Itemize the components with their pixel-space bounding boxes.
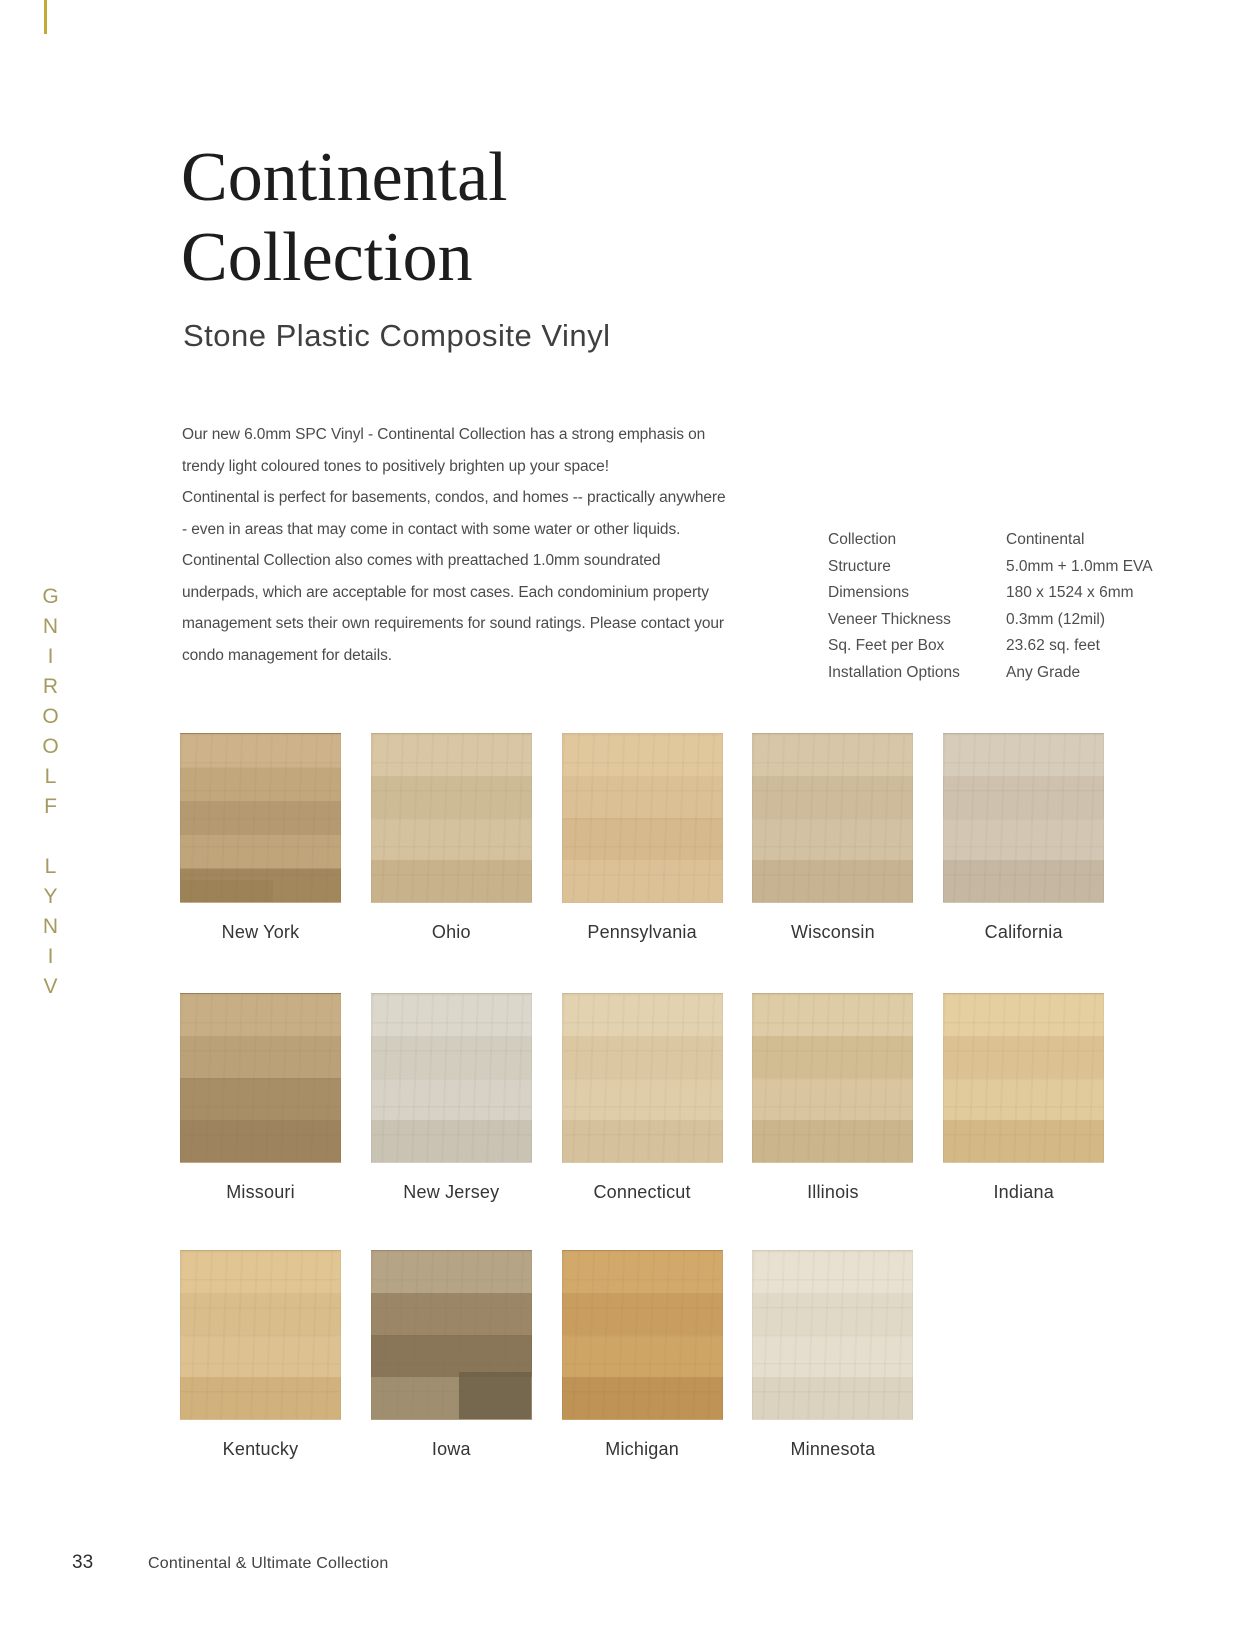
swatch-label: Ohio [431,922,471,942]
swatch-label: Minnesota [790,1439,876,1459]
wood-grain-overlay [753,1251,912,1419]
swatch-label: Wisconsin [790,922,875,942]
swatch-label: Illinois [807,1182,859,1202]
swatch-label: New Jersey [403,1182,500,1202]
description-line: trendy light coloured tones to positively brighten up your space! [182,457,609,475]
swatch-label: Missouri [226,1182,295,1202]
flooring-swatch-image [562,733,723,903]
flooring-swatch-image [562,993,723,1163]
wood-grain-overlay [563,734,722,902]
swatch-row-2 [180,993,1104,1203]
flooring-swatch-image [371,1250,532,1420]
swatch-label: California [984,922,1063,942]
swatch-card [562,993,723,1203]
swatch-card [752,1250,913,1460]
wood-grain-overlay [563,994,722,1162]
swatch-label: Connecticut [593,1182,691,1202]
flooring-swatch-image [752,1250,913,1420]
spec-value: 180 x 1524 x 6mm [1006,584,1134,601]
spec-row [828,660,1153,687]
description-line: Continental Collection also comes with preattached 1.0mm soundrated [182,552,661,569]
swatch-label: Pennsylvania [587,922,697,942]
page-title-line1: Continental [181,139,508,216]
swatch-card [180,993,341,1203]
swatch-label: Michigan [605,1439,679,1459]
swatch-card [180,733,341,943]
spec-row [828,580,1153,607]
spec-value: 23.62 sq. feet [1006,637,1100,654]
wood-grain-overlay [372,994,531,1162]
swatch-card [371,733,532,943]
swatch-card [371,993,532,1203]
flooring-swatch-image [752,733,913,903]
flooring-swatch-image [943,733,1104,903]
wood-grain-overlay [563,1251,722,1419]
description-line: Our new 6.0mm SPC Vinyl - Continental Collection has a strong emphasis on [182,426,706,443]
spec-row [828,554,1153,581]
page-title-line2: Collection [181,219,473,296]
description-line: - even in areas that may come in contact with some water or other liquids. [182,520,681,538]
footer-title: Continental & Ultimate Collection [148,1555,389,1572]
spec-value: 5.0mm + 1.0mm EVA [1006,557,1153,575]
spec-value: 0.3mm (12mil) [1006,610,1106,628]
swatch-row-1 [180,733,1104,943]
description-paragraph [182,419,726,671]
wood-grain-overlay [372,1251,531,1419]
swatch-card [371,1250,532,1460]
description-line: condo management for details. [182,646,392,664]
description-line: Continental is perfect for basements, condos, and homes -- practically anywhere [182,489,726,506]
swatch-card [752,993,913,1203]
spec-table [828,527,1153,686]
page-subtitle: Stone Plastic Composite Vinyl [183,318,611,353]
swatch-card [180,1250,341,1460]
swatch-label: Indiana [993,1182,1054,1202]
swatch-card [562,733,723,943]
wood-grain-overlay [944,994,1103,1162]
flooring-swatch-image [371,733,532,903]
spec-label: Dimensions [828,584,909,601]
gold-accent-mark [44,0,47,34]
spec-label: Installation Options [828,663,960,681]
swatch-card [943,733,1104,943]
flooring-swatch-image [943,993,1104,1163]
page-title [181,138,508,298]
spec-label: Sq. Feet per Box [828,637,945,654]
flooring-swatch-image [752,993,913,1163]
swatch-label: Kentucky [222,1439,299,1459]
spec-row [828,527,1153,554]
wood-grain-overlay [944,734,1103,902]
page-number: 33 [72,1552,94,1573]
flooring-swatch-image [371,993,532,1163]
side-vertical-label: GNIROOLF LYNIV [39,585,62,1005]
wood-grain-overlay [181,734,340,902]
spec-row [828,633,1153,660]
wood-grain-overlay [753,734,912,902]
wood-grain-overlay [372,734,531,902]
wood-grain-overlay [181,994,340,1162]
swatch-card [752,733,913,943]
wood-grain-overlay [753,994,912,1162]
spec-row [828,607,1153,634]
spec-label: Collection [828,531,897,548]
wood-grain-overlay [181,1251,340,1419]
swatch-row-3 [180,1250,913,1460]
spec-value: Any Grade [1006,663,1081,681]
swatch-label: New York [221,922,300,942]
description-line: management sets their own requirements for sound ratings. Please contact your [182,615,724,632]
spec-label: Structure [828,557,891,575]
spec-value: Continental [1006,531,1085,548]
description-line: underpads, which are acceptable for most cases. Each condominium property [182,583,709,601]
flooring-swatch-image [180,1250,341,1420]
flooring-swatch-image [180,993,341,1163]
swatch-card [562,1250,723,1460]
swatch-label: Iowa [431,1439,471,1459]
swatch-card [943,993,1104,1203]
flooring-swatch-image [562,1250,723,1420]
spec-label: Veneer Thickness [828,610,951,628]
flooring-swatch-image [180,733,341,903]
